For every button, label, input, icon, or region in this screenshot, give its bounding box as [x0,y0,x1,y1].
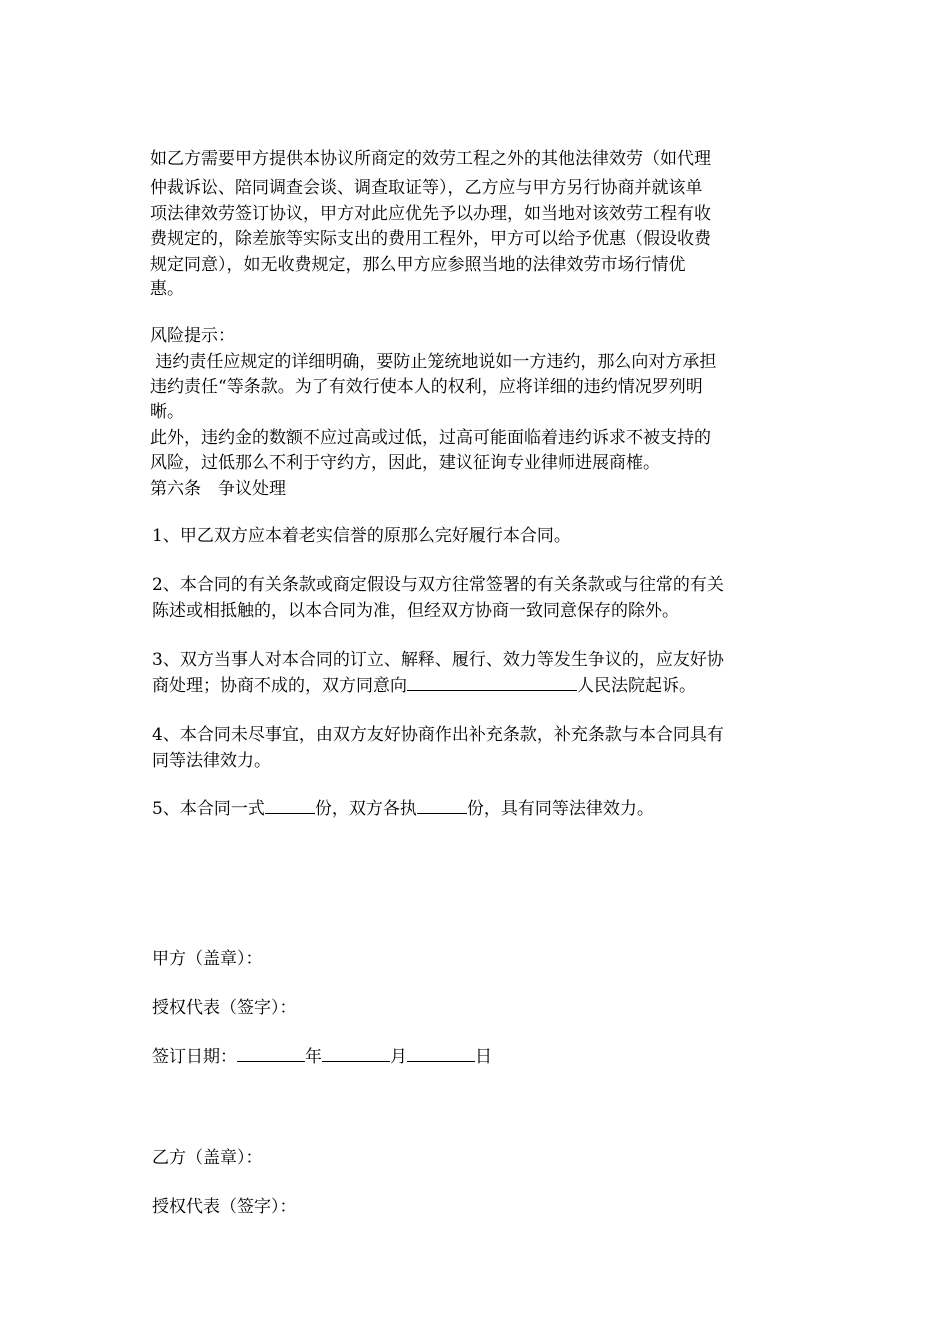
month-blank[interactable] [322,1060,390,1062]
intro-line-4: 费规定的，除差旅等实际支出的费用工程外，甲方可以给予优惠（假设收费 [150,229,711,249]
clause-1: 1、甲乙双方应本着老实信誉的原那么完好履行本合同。 [152,526,571,546]
clause-3-text-post: 人民法院起诉。 [577,676,696,696]
risk-line-5: 风险，过低那么不利于守约方，因此，建议征询专业律师进展商榷。 [150,453,660,473]
risk-line-2: 违约责任“等条款。为了有效行使本人的权利，应将详细的违约情况罗列明 [150,377,703,397]
signing-date [152,1049,492,1066]
copies-total-blank[interactable] [265,812,315,814]
risk-line-4: 此外，违约金的数额不应过高或过低，过高可能面临着违约诉求不被支持的 [150,428,711,448]
clause-3-text-pre: 商处理；协商不成的，双方同意向 [152,676,407,696]
party-b-representative-label: 授权代表（签字）： [152,1197,297,1217]
intro-line-1: 如乙方需要甲方提供本协议所商定的效劳工程之外的其他法律效劳（如代理 [150,149,711,169]
clause-5-text-b: 份，双方各执 [314,799,417,819]
clause-4-line-1: 4、本合同未尽事宜，由双方友好协商作出补充条款，补充条款与本合同具有 [152,725,724,745]
clause-2-line-1: 2、本合同的有关条款或商定假设与双方往常签署的有关条款或与往常的有关 [152,575,724,595]
day-blank[interactable] [407,1060,475,1062]
year-blank[interactable] [237,1060,305,1062]
risk-line-1: 违约责任应规定的详细明确，要防止笼统地说如一方违约，那么向对方承担 [150,352,717,372]
court-name-blank[interactable] [407,689,577,691]
clause-4-line-2: 同等法律效力。 [152,751,271,771]
date-label: 签订日期： [152,1047,237,1067]
clause-2-line-2: 陈述或相抵触的，以本合同为准，但经双方协商一致同意保存的除外。 [152,601,679,621]
party-a-seal-label: 甲方（盖章）： [152,949,263,969]
party-a-representative-label: 授权代表（签字）： [152,998,297,1018]
clause-3-line-2 [152,678,696,695]
clause-5-text-c: 份，具有同等法律效力。 [466,799,654,819]
month-label: 月 [390,1047,407,1067]
intro-line-3: 项法律效劳签订协议，甲方对此应优先予以办理，如当地对该效劳工程有收 [150,204,711,224]
party-b-seal-label: 乙方（盖章）： [152,1148,263,1168]
risk-title: 风险提示： [150,326,235,346]
intro-line-6: 惠。 [150,279,184,299]
clause-3-line-1: 3、双方当事人对本合同的订立、解释、履行、效力等发生争议的，应友好协 [152,650,724,670]
copies-each-blank[interactable] [417,812,467,814]
risk-line-3: 晰。 [150,402,184,422]
year-label: 年 [305,1047,322,1067]
intro-line-5: 规定同意），如无收费规定，那么甲方应参照当地的法律效劳市场行情优 [150,255,686,275]
article-title: 第六条 争议处理 [150,479,286,499]
day-label: 日 [475,1047,492,1067]
intro-line-2: 仲裁诉讼、陪同调查会谈、调查取证等），乙方应与甲方另行协商并就该单 [150,178,703,198]
clause-5-text-a: 5、本合同一式 [152,799,265,819]
clause-5 [152,801,654,818]
